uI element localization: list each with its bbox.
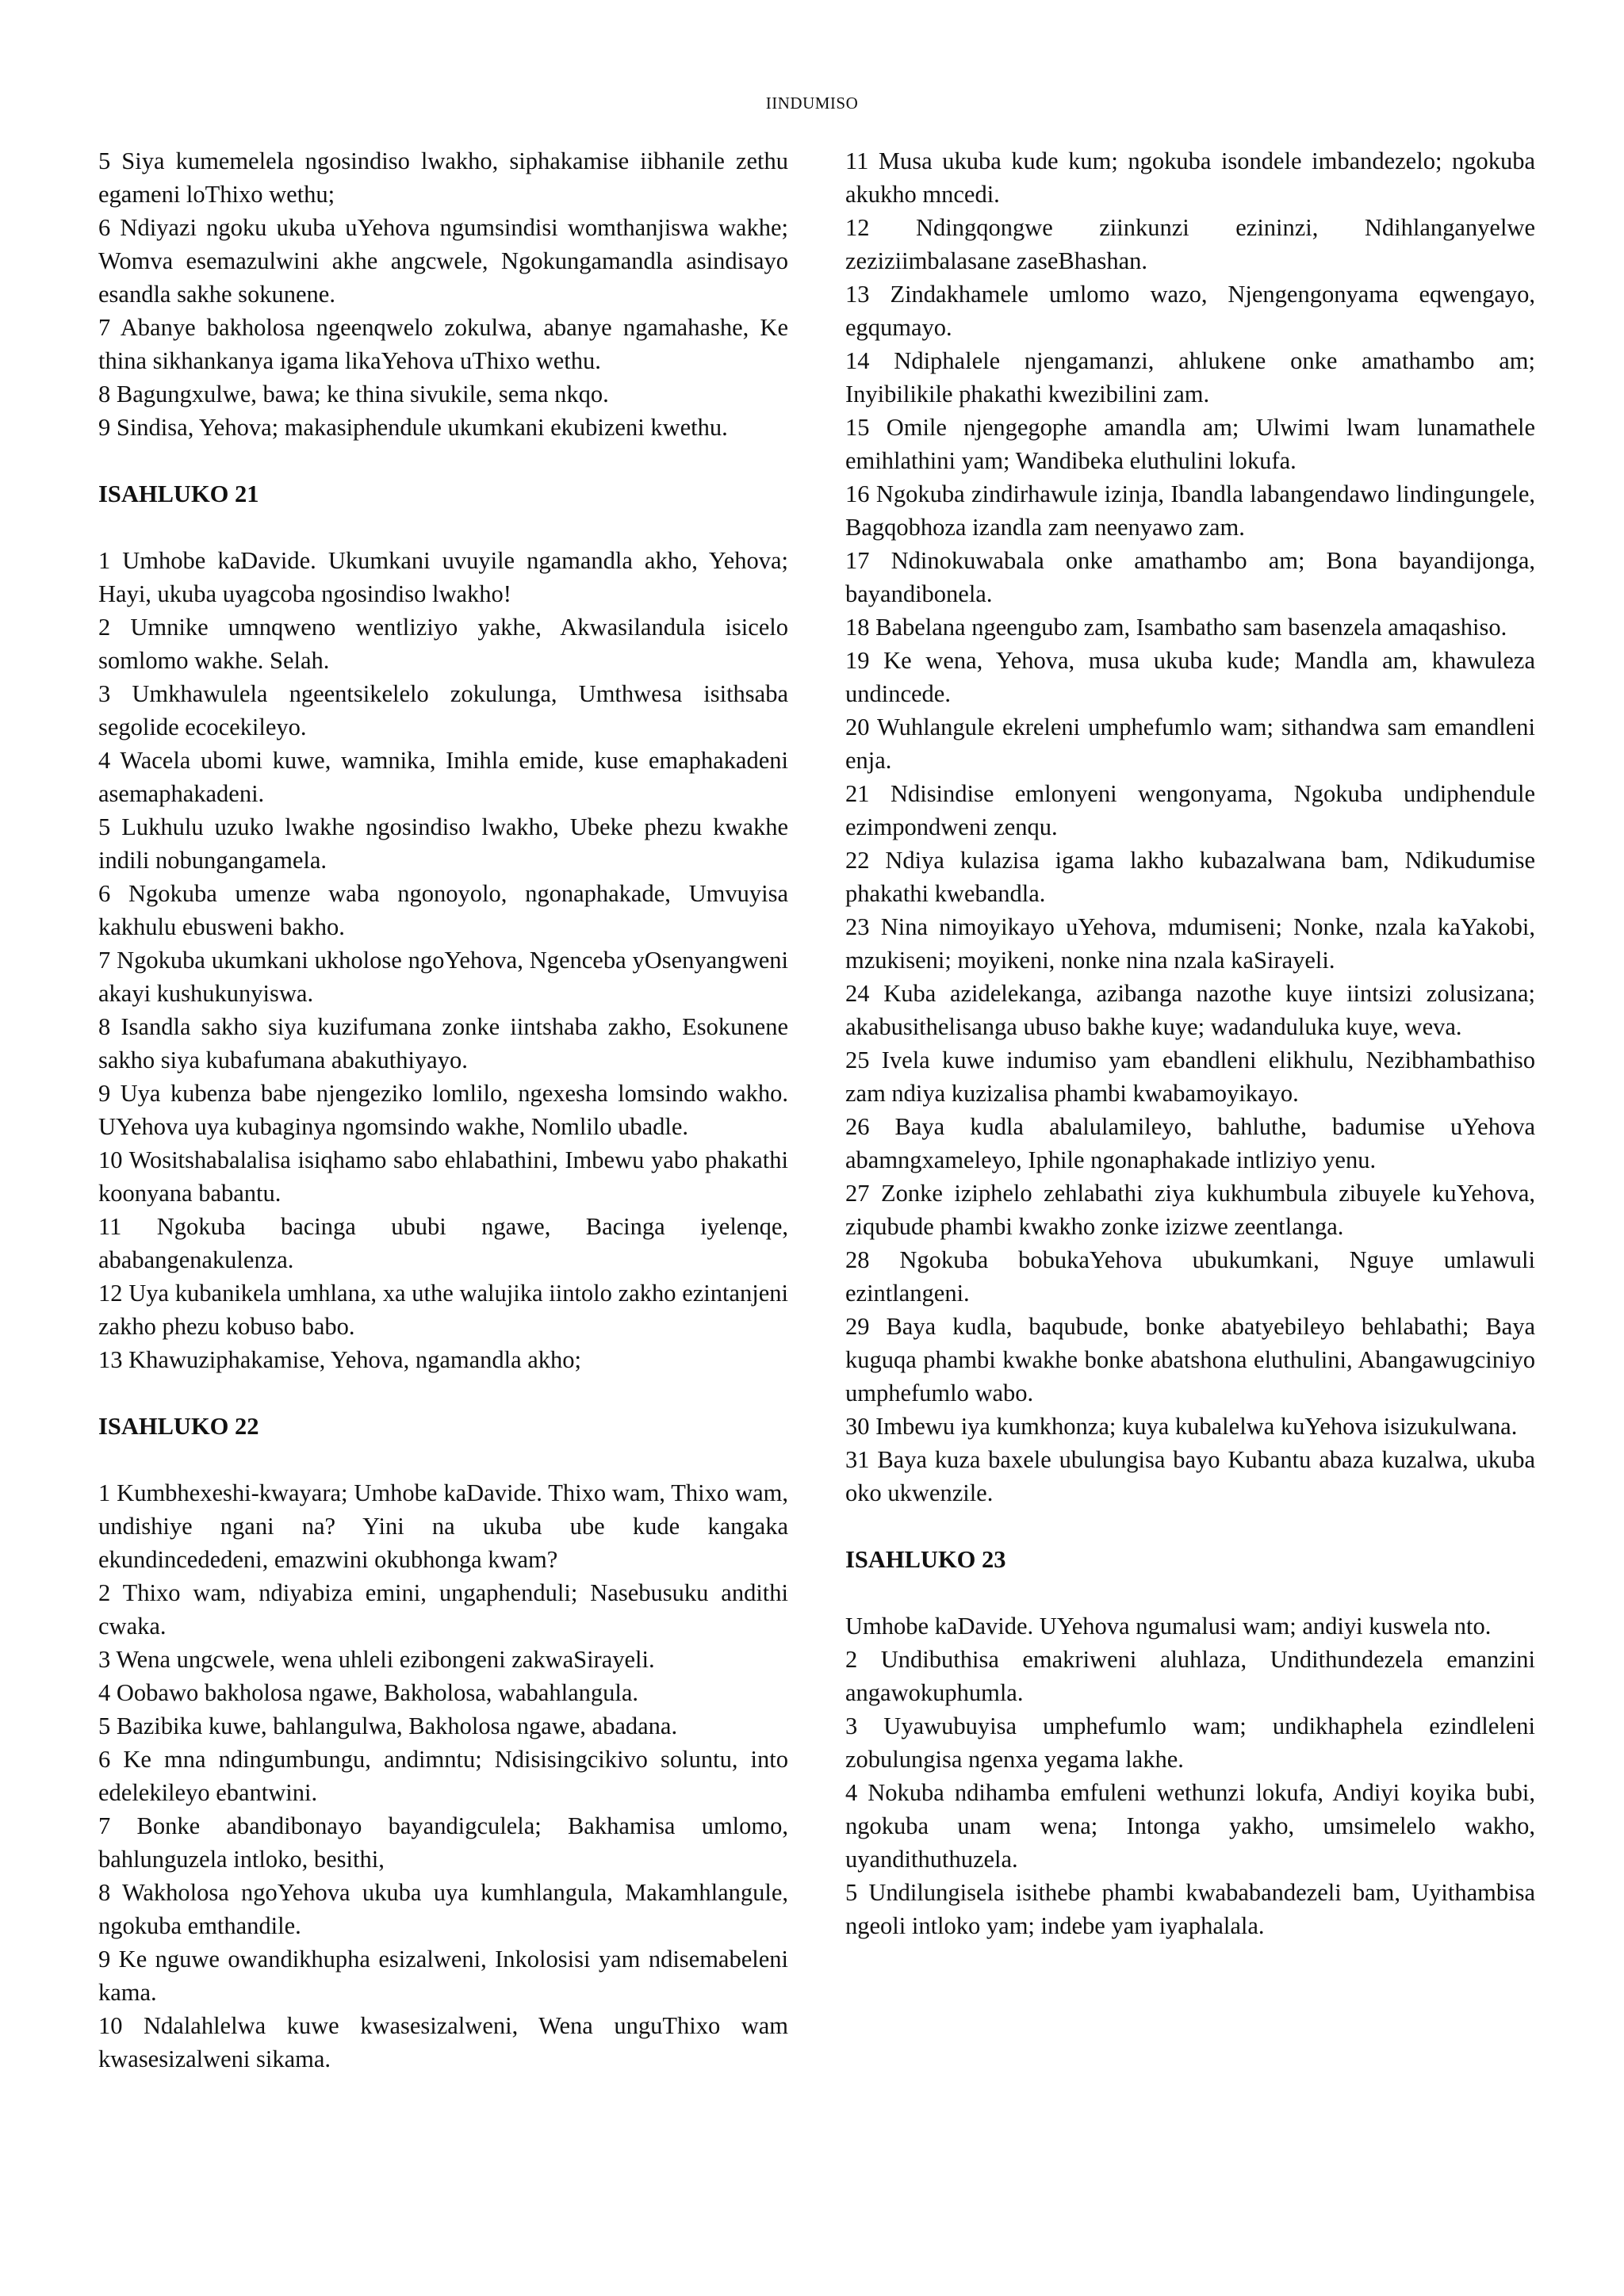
verse: 21 Ndisindise emlonyeni wengonyama, Ngokuba undiphendule ezimpondweni zenqu. [845, 780, 1535, 840]
verse: 12 Ndingqongwe ziinkunzi ezininzi, Ndihlanganyelwe zeziziimbalasane zaseBhashan. [845, 214, 1535, 274]
chapter-heading-23: ISAHLUKO 23 [845, 1546, 1006, 1573]
verse: 6 Ndiyazi ngoku ukuba uYehova ngumsindisi womthanjiswa wakhe; Womva esemazulwini akhe angcwele, Ngokungamandla asindisayo esandla sakhe sokunene. [98, 214, 788, 308]
verse: 17 Ndinokuwabala onke amathambo am; Bona bayandijonga, bayandibonela. [845, 547, 1535, 607]
verse: 11 Ngokuba bacinga ububi ngawe, Bacinga iyelenqe, ababangenakulenza. [98, 1213, 788, 1273]
verse: 8 Wakholosa ngoYehova ukuba uya kumhlangula, Makamhlangule, ngokuba emthandile. [98, 1879, 788, 1939]
verse: 25 Ivela kuwe indumiso yam ebandleni elikhulu, Nezibhambathiso zam ndiya kuzizalisa phambi kwabamoyikayo. [845, 1047, 1535, 1107]
verse: 4 Nokuba ndihamba emfuleni wethunzi lokufa, Andiyi koyika bubi, ngokuba unam wena; Intonga yakho, umsimelelo wakho, uyandithuthuzela. [845, 1779, 1535, 1873]
verse: 8 Bagungxulwe, bawa; ke thina sivukile, sema nkqo. [98, 381, 609, 408]
verse: 19 Ke wena, Yehova, musa ukuba kude; Mandla am, khawuleza undincede. [845, 647, 1535, 707]
verse: 5 Lukhulu uzuko lwakhe ngosindiso lwakho, Ubeke phezu kwakhe indili nobungangamela. [98, 813, 788, 874]
verse: 10 Wositshabalalisa isiqhamo sabo ehlabathini, Imbewu yabo phakathi koonyana babantu. [98, 1146, 788, 1207]
verse: 23 Nina nimoyikayo uYehova, mdumiseni; Nonke, nzala kaYakobi, mzukiseni; moyikeni, nonke nina nzala kaSirayeli. [845, 913, 1535, 974]
verse: 26 Baya kudla abalulamileyo, bahluthe, badumise uYehova abamngxameleyo, Iphile ngonaphakade intliziyo yenu. [845, 1113, 1535, 1173]
verse: 28 Ngokuba bobukaYehova ubukumkani, Nguye umlawuli ezintlangeni. [845, 1246, 1535, 1307]
psalm-20-verses [98, 144, 788, 444]
verse: 16 Ngokuba zindirhawule izinja, Ibandla labangendawo lindingungele, Bagqobhoza izandla zam neenyawo zam. [845, 480, 1535, 541]
verse: 13 Khawuziphakamise, Yehova, ngamandla akho; [98, 1346, 582, 1373]
verse: 4 Oobawo bakholosa ngawe, Bakholosa, wabahlangula. [98, 1679, 638, 1706]
left-column [98, 144, 788, 2076]
chapter-heading-22: ISAHLUKO 22 [98, 1413, 259, 1440]
verse: 6 Ke mna ndingumbungu, andimntu; Ndisisingcikivo soluntu, into edelekileyo ebantwini. [98, 1746, 788, 1806]
psalm-21-verses [98, 544, 788, 1376]
page-header: IINDUMISO [765, 94, 859, 113]
verse: 7 Bonke abandibonayo bayandigculela; Bakhamisa umlomo, bahlunguzela intloko, besithi, [98, 1812, 788, 1873]
verse: 5 Bazibika kuwe, bahlangulwa, Bakholosa ngawe, abadana. [98, 1712, 678, 1739]
verse: 30 Imbewu iya kumkhonza; kuya kubalelwa kuYehova isizukulwana. [845, 1413, 1518, 1440]
verse: 12 Uya kubanikela umhlana, xa uthe walujika iintolo zakho ezintanjeni zakho phezu kobuso babo. [98, 1280, 788, 1340]
verse: 7 Ngokuba ukumkani ukholose ngoYehova, Ngenceba yOsenyangweni akayi kushukunyiswa. [98, 947, 788, 1007]
verse: 1 Kumbhexeshi-kwayara; Umhobe kaDavide. Thixo wam, Thixo wam, undishiye ngani na? Yini na ukuba ube kude kangaka ekundincededeni, emazwini okubhonga kwam? [98, 1479, 788, 1573]
verse: 18 Babelana ngeengubo zam, Isambatho sam basenzela amaqashiso. [845, 614, 1507, 641]
verse: 1 Umhobe kaDavide. Ukumkani uvuyile ngamandla akho, Yehova; Hayi, ukuba uyagcoba ngosindiso lwakho! [98, 547, 788, 607]
psalm-22-continued-verses [845, 144, 1535, 1510]
right-column [845, 144, 1535, 1942]
verse: 15 Omile njengegophe amandla am; Ulwimi lwam lunamathele emihlathini yam; Wandibeka eluthulini lokufa. [845, 414, 1535, 474]
verse: 8 Isandla sakho siya kuzifumana zonke iintshaba zakho, Esokunene sakho siya kubafumana abakuthiyayo. [98, 1013, 788, 1073]
verse: 9 Uya kubenza babe njengeziko lomlilo, ngexesha lomsindo wakho. UYehova uya kubaginya ngomsindo wakhe, Nomlilo ubadle. [98, 1080, 788, 1140]
verse: 11 Musa ukuba kude kum; ngokuba isondele imbandezelo; ngokuba akukho mncedi. [845, 147, 1535, 208]
verse: 2 Thixo wam, ndiyabiza emini, ungaphenduli; Nasebusuku andithi cwaka. [98, 1579, 788, 1640]
verse: 3 Umkhawulela ngeentsikelelo zokulunga, Umthwesa isithsaba segolide ecocekileyo. [98, 680, 788, 740]
verse: 20 Wuhlangule ekreleni umphefumlo wam; sithandwa sam emandleni enja. [845, 714, 1535, 774]
verse: 5 Undilungisela isithebe phambi kwababandezeli bam, Uyithambisa ngeoli intloko yam; indebe yam iyaphalala. [845, 1879, 1535, 1939]
verse: 6 Ngokuba umenze waba ngonoyolo, ngonaphakade, Umvuyisa kakhulu ebusweni bakho. [98, 880, 788, 940]
verse: 14 Ndiphalele njengamanzi, ahlukene onke amathambo am; Inyibilikile phakathi kwezibilini zam. [845, 347, 1535, 408]
verse: 3 Uyawubuyisa umphefumlo wam; undikhaphela ezindleleni zobulungisa ngenxa yegama lakhe. [845, 1712, 1535, 1773]
verse: 2 Undibuthisa emakriweni aluhlaza, Undithundezela emanzini angawokuphumla. [845, 1646, 1535, 1706]
psalm-23-verses [845, 1609, 1535, 1942]
verse: 5 Siya kumemelela ngosindiso lwakho, siphakamise iibhanile zethu egameni loThixo wethu; [98, 147, 788, 208]
verse: 9 Ke nguwe owandikhupha esizalweni, Inkolosisi yam ndisemabeleni kama. [98, 1946, 788, 2006]
verse: 2 Umnike umnqweno wentliziyo yakhe, Akwasilandula isicelo somlomo wakhe. Selah. [98, 614, 788, 674]
psalm-22-verses [98, 1476, 788, 2076]
verse: 4 Wacela ubomi kuwe, wamnika, Imihla emide, kuse emaphakadeni asemaphakadeni. [98, 747, 788, 807]
verse: 29 Baya kudla, baqubude, bonke abatyebileyo behlabathi; Baya kuguqa phambi kwakhe bonke abatshona eluthulini, Abangawugciniyo umphefumlo wabo. [845, 1313, 1535, 1406]
verse: 10 Ndalahlelwa kuwe kwasesizalweni, Wena unguThixo wam kwasesizalweni sikama. [98, 2012, 788, 2072]
verse: 13 Zindakhamele umlomo wazo, Njengengonyama eqwengayo, egqumayo. [845, 281, 1535, 341]
verse: 27 Zonke iziphelo zehlabathi ziya kukhumbula zibuyele kuYehova, ziqubude phambi kwakho zonke izizwe zeentlanga. [845, 1180, 1535, 1240]
verse: Umhobe kaDavide. UYehova ngumalusi wam; andiyi kuswela nto. [845, 1613, 1492, 1640]
verse: 9 Sindisa, Yehova; makasiphendule ukumkani ekubizeni kwethu. [98, 414, 728, 441]
verse: 7 Abanye bakholosa ngeenqwelo zokulwa, abanye ngamahashe, Ke thina sikhankanya igama likaYehova uThixo wethu. [98, 314, 788, 374]
verse: 24 Kuba azidelekanga, azibanga nazothe kuye iintsizi zolusizana; akabusithelisanga ubuso bakhe kuye; wadanduluka kuye, weva. [845, 980, 1535, 1040]
verse: 22 Ndiya kulazisa igama lakho kubazalwana bam, Ndikudumise phakathi kwebandla. [845, 847, 1535, 907]
verse: 3 Wena ungcwele, wena uhleli ezibongeni zakwaSirayeli. [98, 1646, 655, 1673]
verse: 31 Baya kuza baxele ubulungisa bayo Kubantu abaza kuzalwa, ukuba oko ukwenzile. [845, 1446, 1535, 1506]
chapter-heading-21: ISAHLUKO 21 [98, 480, 259, 507]
